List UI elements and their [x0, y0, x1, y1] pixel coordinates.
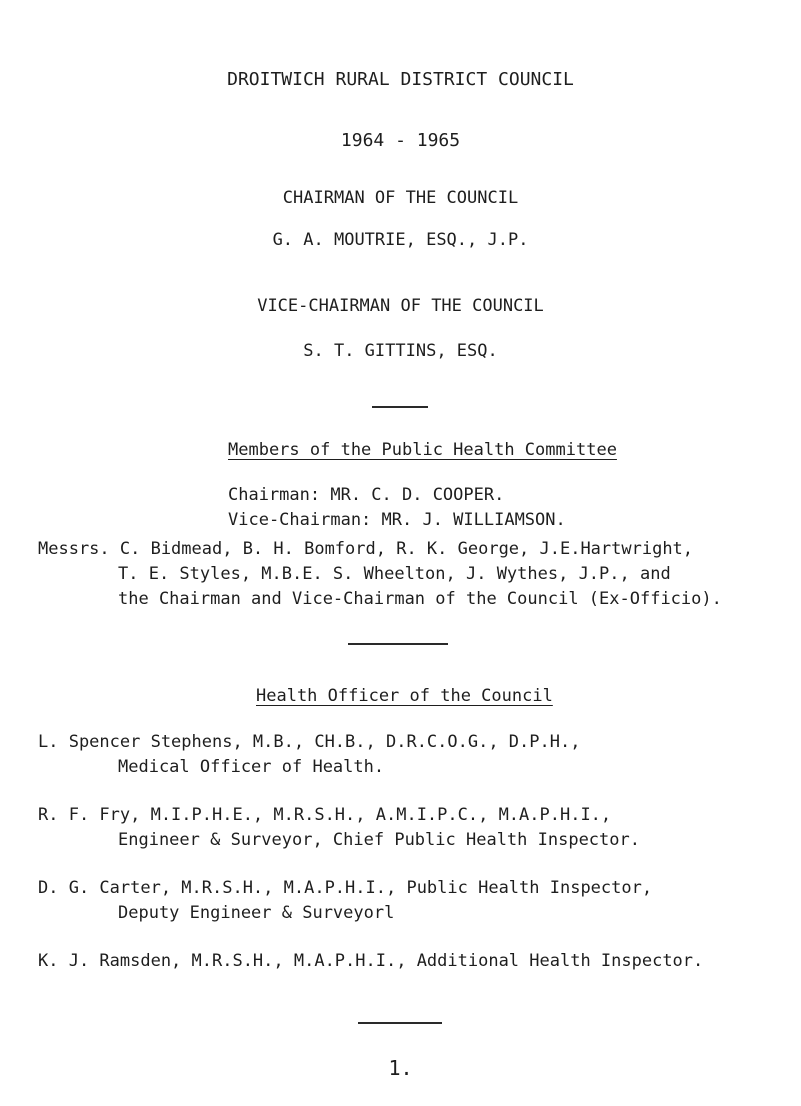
committee-vice-chairman: Vice-Chairman: MR. J. WILLIAMSON.	[228, 510, 566, 530]
divider	[348, 643, 448, 645]
committee-members-line: Messrs. C. Bidmead, B. H. Bomford, R. K. George, J.E.Hartwright,	[38, 539, 694, 559]
chairman-title: CHAIRMAN OF THE COUNCIL	[282, 188, 519, 208]
officer-name: K. J. Ramsden, M.R.S.H., M.A.P.H.I., Additional Health Inspector.	[38, 951, 704, 971]
page-number: 1.	[388, 1056, 413, 1080]
divider	[358, 1022, 442, 1024]
officers-heading: Health Officer of the Council	[256, 686, 553, 706]
divider	[372, 406, 428, 408]
officer-name: R. F. Fry, M.I.P.H.E., M.R.S.H., A.M.I.P.C., M.A.P.H.I.,	[38, 805, 612, 825]
officer-name: L. Spencer Stephens, M.B., CH.B., D.R.C.O.G., D.P.H.,	[38, 732, 581, 752]
chairman-name: G. A. MOUTRIE, ESQ., J.P.	[272, 230, 529, 250]
committee-heading: Members of the Public Health Committee	[228, 440, 617, 460]
vice-chairman-title: VICE-CHAIRMAN OF THE COUNCIL	[257, 296, 544, 316]
council-title: DROITWICH RURAL DISTRICT COUNCIL	[227, 69, 574, 90]
officer-role: Deputy Engineer & Surveyorl	[118, 903, 395, 923]
vice-chairman-name: S. T. GITTINS, ESQ.	[303, 341, 498, 361]
officer-role: Engineer & Surveyor, Chief Public Health Inspector.	[118, 830, 640, 850]
committee-chairman: Chairman: MR. C. D. COOPER.	[228, 485, 505, 505]
committee-members-line: T. E. Styles, M.B.E. S. Wheelton, J. Wythes, J.P., and	[118, 564, 671, 584]
year-range: 1964 - 1965	[340, 130, 461, 151]
committee-members-line: the Chairman and Vice-Chairman of the Council (Ex-Officio).	[118, 589, 722, 609]
officer-name: D. G. Carter, M.R.S.H., M.A.P.H.I., Public Health Inspector,	[38, 878, 653, 898]
officer-role: Medical Officer of Health.	[118, 757, 385, 777]
